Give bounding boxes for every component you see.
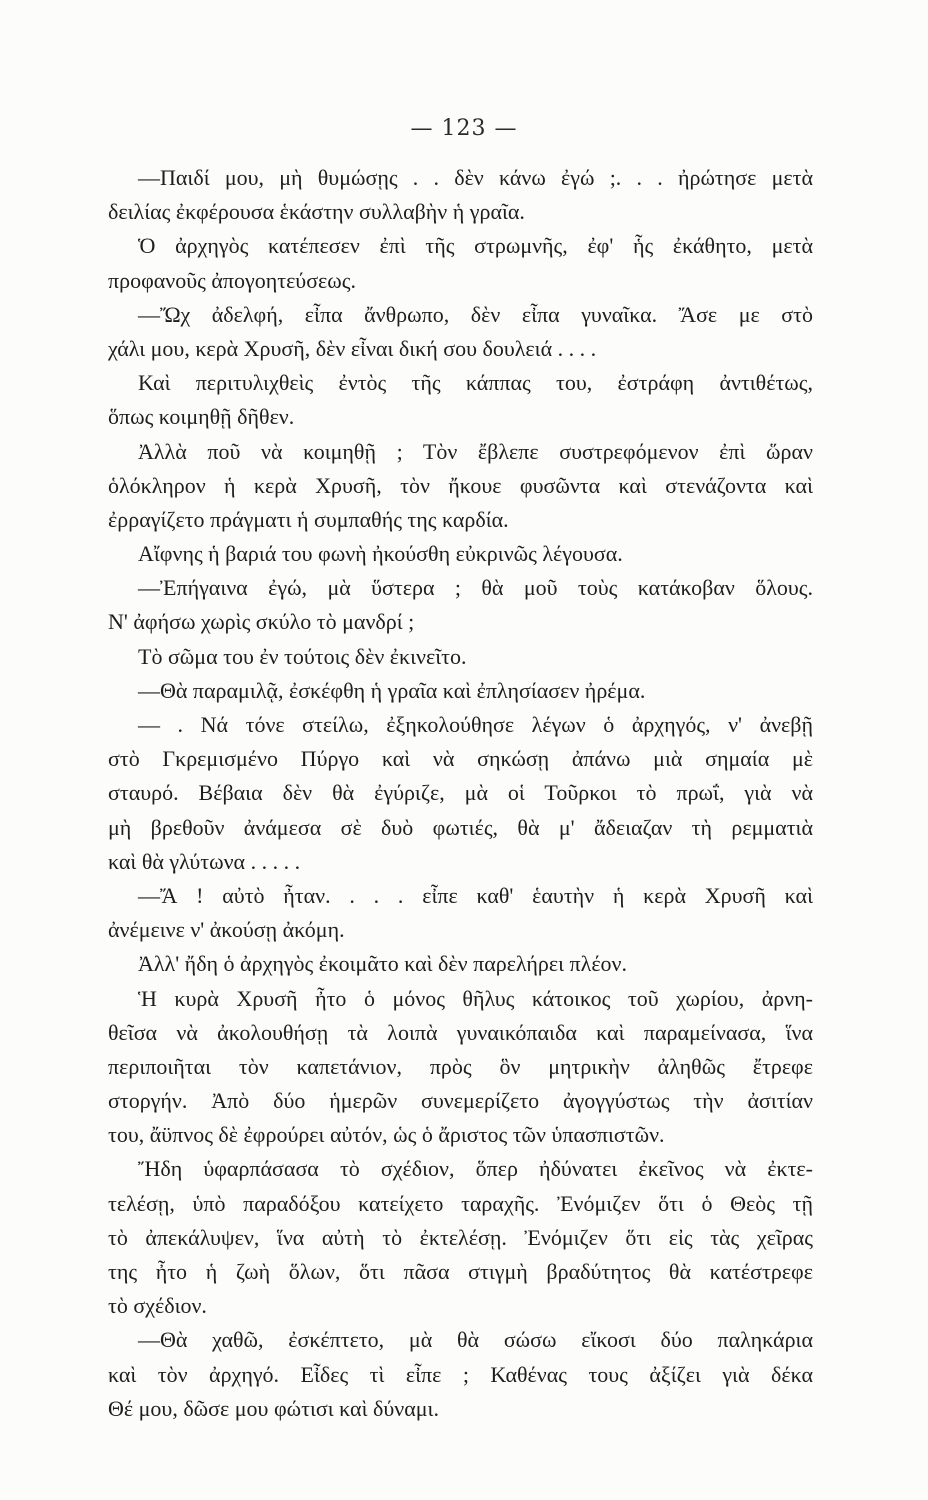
- text-line: τελέσῃ, ὑπὸ παραδόξου κατείχετο ταραχῆς. Ἐνόμιζεν ὅτι ὁ Θεὸς τῇ: [108, 1190, 813, 1216]
- page-number: — 123 —: [410, 116, 518, 141]
- text-line: της ἦτο ἡ ζωὴ ὅλων, ὅτι πᾶσα στιγμὴ βραδύτητος θὰ κατέστρεφε: [108, 1259, 813, 1284]
- text-line: μὴ βρεθοῦν ἀνάμεσα σὲ δυὸ φωτιές, θὰ μ' ἄδειαζαν τὴ ρεμματιὰ: [108, 814, 813, 840]
- text-line: Ὁ ἀρχηγὸς κατέπεσεν ἐπὶ τῆς στρωμνῆς, ἐφ' ἧς ἐκάθητο, μετὰ: [138, 233, 813, 259]
- text-line: Ἀλλὰ ποῦ νὰ κοιμηθῇ ; Τὸν ἔβλεπε συστρεφόμενον ἐπὶ ὥραν: [138, 438, 813, 464]
- text-line: δειλίας ἐκφέρουσα ἑκάστην συλλαβὴν ἡ γραῖα.: [108, 199, 525, 225]
- text-line: τὸ σχέδιον.: [108, 1293, 207, 1319]
- text-line: στοργήν. Ἀπὸ δύο ἡμερῶν συνεμερίζετο ἀγογγύστως τὴν ἀσιτίαν: [108, 1088, 813, 1114]
- text-line: καὶ θὰ γλύτωνα . . . . .: [108, 848, 301, 874]
- text-line: ὅπως κοιμηθῇ δῆθεν.: [108, 404, 295, 430]
- page-text: [108, 161, 813, 1426]
- text-line: σταυρό. Βέβαια δὲν θὰ ἐγύριζε, μὰ οἱ Τοῦρκοι τὸ πρωΐ, γιὰ νὰ: [108, 780, 813, 806]
- text-line: προφανοῦς ἀπογοητεύσεως.: [108, 267, 356, 293]
- text-line: Θέ μου, δῶσε μου φώτισι καὶ δύναμι.: [108, 1395, 439, 1421]
- text-line: ἀνέμεινε ν' ἀκούσῃ ἀκόμη.: [108, 917, 345, 943]
- text-line: ὁλόκληρον ἡ κερὰ Χρυσῆ, τὸν ἤκουε φυσῶντα καὶ στενάζοντα καὶ: [108, 472, 813, 498]
- text-line: τὸ ἀπεκάλυψεν, ἵνα αὐτὴ τὸ ἐκτελέσῃ. Ἐνόμιζεν ὅτι εἰς τὰς χεῖρας: [108, 1224, 813, 1250]
- text-line: Ἀλλ' ἤδη ὁ ἀρχηγὸς ἐκοιμᾶτο καὶ δὲν παρελήρει πλέον.: [138, 951, 628, 977]
- text-line: —Ὤχ ἀδελφή, εἶπα ἄνθρωπο, δὲν εἶπα γυναῖκα. Ἄσε με στὸ: [138, 301, 813, 327]
- text-line: —Θὰ παραμιλᾷ, ἐσκέφθη ἡ γραῖα καὶ ἐπλησίασεν ἠρέμα.: [138, 677, 646, 703]
- text-line: — . Νά τόνε στείλω, ἐξηκολούθησε λέγων ὁ ἀρχηγός, ν' ἀνεβῇ: [138, 712, 813, 737]
- text-line: —Παιδί μου, μὴ θυμώσῃς . . δὲν κάνω ἐγώ ;. . . ἠρώτησε μετὰ: [138, 165, 813, 190]
- text-line: Τὸ σῶμα του ἐν τούτοις δὲν ἐκινεῖτο.: [138, 643, 467, 669]
- text-line: περιποιῆται τὸν καπετάνιον, πρὸς ὃν μητρικὴν ἀληθῶς ἔτρεφε: [108, 1053, 813, 1079]
- text-line: Ἡ κυρὰ Χρυσῆ ἦτο ὁ μόνος θῆλυς κάτοικος τοῦ χωρίου, ἀρνη-: [138, 985, 813, 1011]
- text-line: καὶ τὸν ἀρχηγό. Εἶδες τὶ εἶπε ; Καθένας τους ἀξίζει γιὰ δέκα: [108, 1361, 813, 1387]
- text-line: Καὶ περιτυλιχθεὶς ἐντὸς τῆς κάππας του, ἐστράφη ἀντιθέτως,: [138, 370, 813, 396]
- text-line: στὸ Γκρεμισμένο Πύργο καὶ νὰ σηκώσῃ ἀπάνω μιὰ σημαία μὲ: [108, 746, 813, 772]
- text-line: —Θὰ χαθῶ, ἐσκέπτετο, μὰ θὰ σώσω εἴκοσι δύο παληκάρια: [138, 1327, 813, 1353]
- text-line: —Ἄ ! αὐτὸ ἦταν. . . . εἶπε καθ' ἑαυτὴν ἡ κερὰ Χρυσῆ καὶ: [138, 882, 813, 908]
- text-line: χάλι μου, κερὰ Χρυσῆ, δὲν εἶναι δική σου δουλειά . . . .: [108, 335, 597, 361]
- text-line: του, ἄϋπνος δὲ ἐφρούρει αὐτόν, ὡς ὁ ἄριστος τῶν ὑπασπιστῶν.: [108, 1122, 665, 1148]
- text-line: ἐρραγίζετο πράγματι ἡ συμπαθής της καρδία.: [108, 506, 509, 532]
- text-line: Ἤδη ὑφαρπάσασα τὸ σχέδιον, ὅπερ ἠδύνατει ἐκεῖνος νὰ ἐκτε-: [138, 1156, 813, 1182]
- text-line: Ν' ἀφήσω χωρὶς σκύλο τὸ μανδρί ;: [108, 609, 415, 635]
- text-line: θεῖσα νὰ ἀκολουθήσῃ τὰ λοιπὰ γυναικόπαιδα καὶ παραμείνασα, ἵνα: [108, 1019, 813, 1045]
- text-line: —Ἐπήγαινα ἐγώ, μὰ ὕστερα ; θὰ μοῦ τοὺς κατάκοβαν ὅλους.: [138, 575, 813, 601]
- text-line: Αἴφνης ἡ βαριά του φωνὴ ἠκούσθη εὐκρινῶς λέγουσα.: [138, 541, 623, 567]
